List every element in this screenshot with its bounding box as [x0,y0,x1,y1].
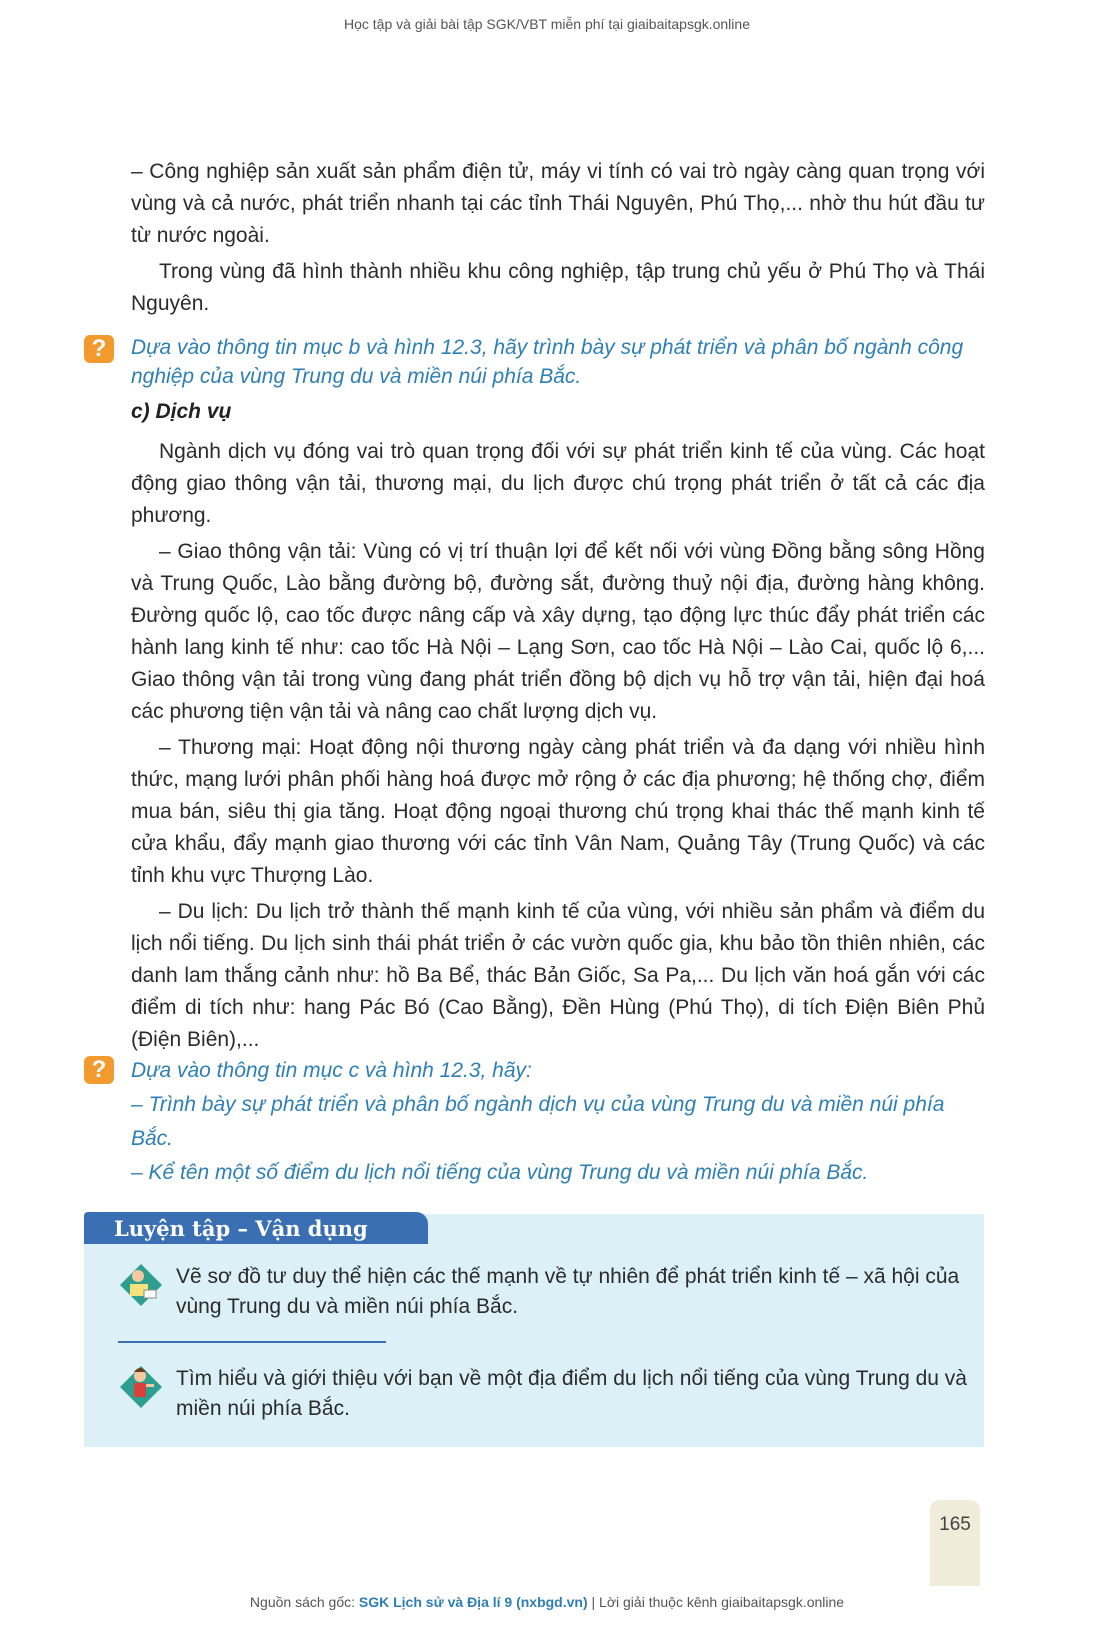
task-text: Vẽ sơ đồ tư duy thể hiện các thế mạnh về tự nhiên để phát triển kinh tế – xã hội của vùng Trung du và miền núi phía Bắc. [176,1265,960,1318]
paragraph-industrial-zones: Trong vùng đã hình thành nhiều khu công nghiệp, tập trung chủ yếu ở Phú Thọ và Thái Nguyên. [131,260,985,315]
page-number: 165 [939,1514,971,1535]
question-icon: ? [84,335,114,363]
footer-source-link[interactable]: SGK Lịch sử và Địa lí 9 (nxbgd.vn) [358,1594,588,1610]
practice-tab [84,1212,428,1244]
question-line: – Trình bày sự phát triển và phân bố ngành dịch vụ của vùng Trung du và miền núi phía Bắc. [131,1093,945,1150]
footer-suffix: | Lời giải thuộc kênh giaibaitapsgk.online [587,1594,845,1610]
paragraph-transport: – Giao thông vận tải: Vùng có vị trí thuận lợi để kết nối với vùng Đồng bằng sông Hồng và Trung Quốc, Lào bằng đường bộ, đường sắt, đường thuỷ nội địa, đường hàng không. Đường quốc lộ, cao tốc được nâng cấp và xây dựng, tạo động lực thúc đẩy phát triển các hành lang kinh tế như: cao tốc Hà Nội – Lạng Sơn, cao tốc Hà Nội – Lào Cai, quốc lộ 6,... Giao thông vận tải trong vùng đang phát triển đồng bộ dịch vụ hỗ trợ vận tải, hiện đại hoá các phương tiện vận tải và nâng cao chất lượng dịch vụ. [131,540,985,723]
student-presenting-icon [118,1364,164,1410]
question-industry [84,333,984,391]
student-writing-icon [118,1262,164,1308]
service-paragraphs [131,436,985,1056]
paragraph-trade: – Thương mại: Hoạt động nội thương ngày càng phát triển và đa dạng với nhiều hình thức, mạng lưới phân phối hàng hoá được mở rộng ở các địa phương; hệ thống chợ, điểm mua bán, siêu thị gia tăng. Hoạt động ngoại thương chú trọng khai thác thế mạnh kinh tế cửa khẩu, đẩy mạnh giao thương với các tỉnh Vân Nam, Quảng Tây (Trung Quốc) và các tỉnh khu vực Thượng Lào. [131,736,985,887]
task-text: Tìm hiểu và giới thiệu với bạn về một địa điểm du lịch nổi tiếng của vùng Trung du và miền núi phía Bắc. [176,1367,967,1420]
divider [118,1341,386,1343]
question-line: Dựa vào thông tin mục b và hình 12.3, hãy trình bày sự phát triển và phân bố ngành công nghiệp của vùng Trung du và miền núi phía Bắc. [131,336,964,388]
practice-task-mindmap [118,1262,968,1322]
footer [0,1594,1094,1610]
page-number-tab [930,1500,980,1586]
top-banner: Học tập và giải bài tập SGK/VBT miễn phí tại giaibaitapsgk.online [344,16,750,32]
paragraph-tourism: – Du lịch: Du lịch trở thành thế mạnh kinh tế của vùng, với nhiều sản phẩm và điểm du lịch nổi tiếng. Du lịch sinh thái phát triển ở các vườn quốc gia, khu bảo tồn thiên nhiên, các danh lam thắng cảnh như: hồ Ba Bể, thác Bản Giốc, Sa Pa,... Du lịch văn hoá gắn với các điểm di tích như: hang Pác Bó (Cao Bằng), Đền Hùng (Phú Thọ), di tích Điện Biên Phủ (Điện Biên),... [131,900,985,1051]
question-icon: ? [84,1056,114,1084]
question-line: Dựa vào thông tin mục c và hình 12.3, hãy: [131,1059,532,1082]
section-heading: c) Dịch vụ [131,400,232,423]
paragraph-services-intro: Ngành dịch vụ đóng vai trò quan trọng đối với sự phát triển kinh tế của vùng. Các hoạt động giao thông vận tải, thương mại, du lịch được chú trọng phát triển ở tất cả các địa phương. [131,440,985,527]
industry-paragraphs [131,156,985,320]
practice-title: Luyện tập – Vận dụng [114,1216,368,1241]
practice-task-tourism [118,1364,968,1424]
footer-prefix: Nguồn sách gốc: [249,1594,359,1610]
question-services [84,1054,984,1190]
paragraph-electronics: – Công nghiệp sản xuất sản phẩm điện tử, máy vi tính có vai trò ngày càng quan trọng với vùng và cả nước, phát triển nhanh tại các tỉnh Thái Nguyên, Phú Thọ,... nhờ thu hút đầu tư từ nước ngoài. [131,160,985,247]
question-line: – Kể tên một số điểm du lịch nổi tiếng của vùng Trung du và miền núi phía Bắc. [131,1161,869,1184]
